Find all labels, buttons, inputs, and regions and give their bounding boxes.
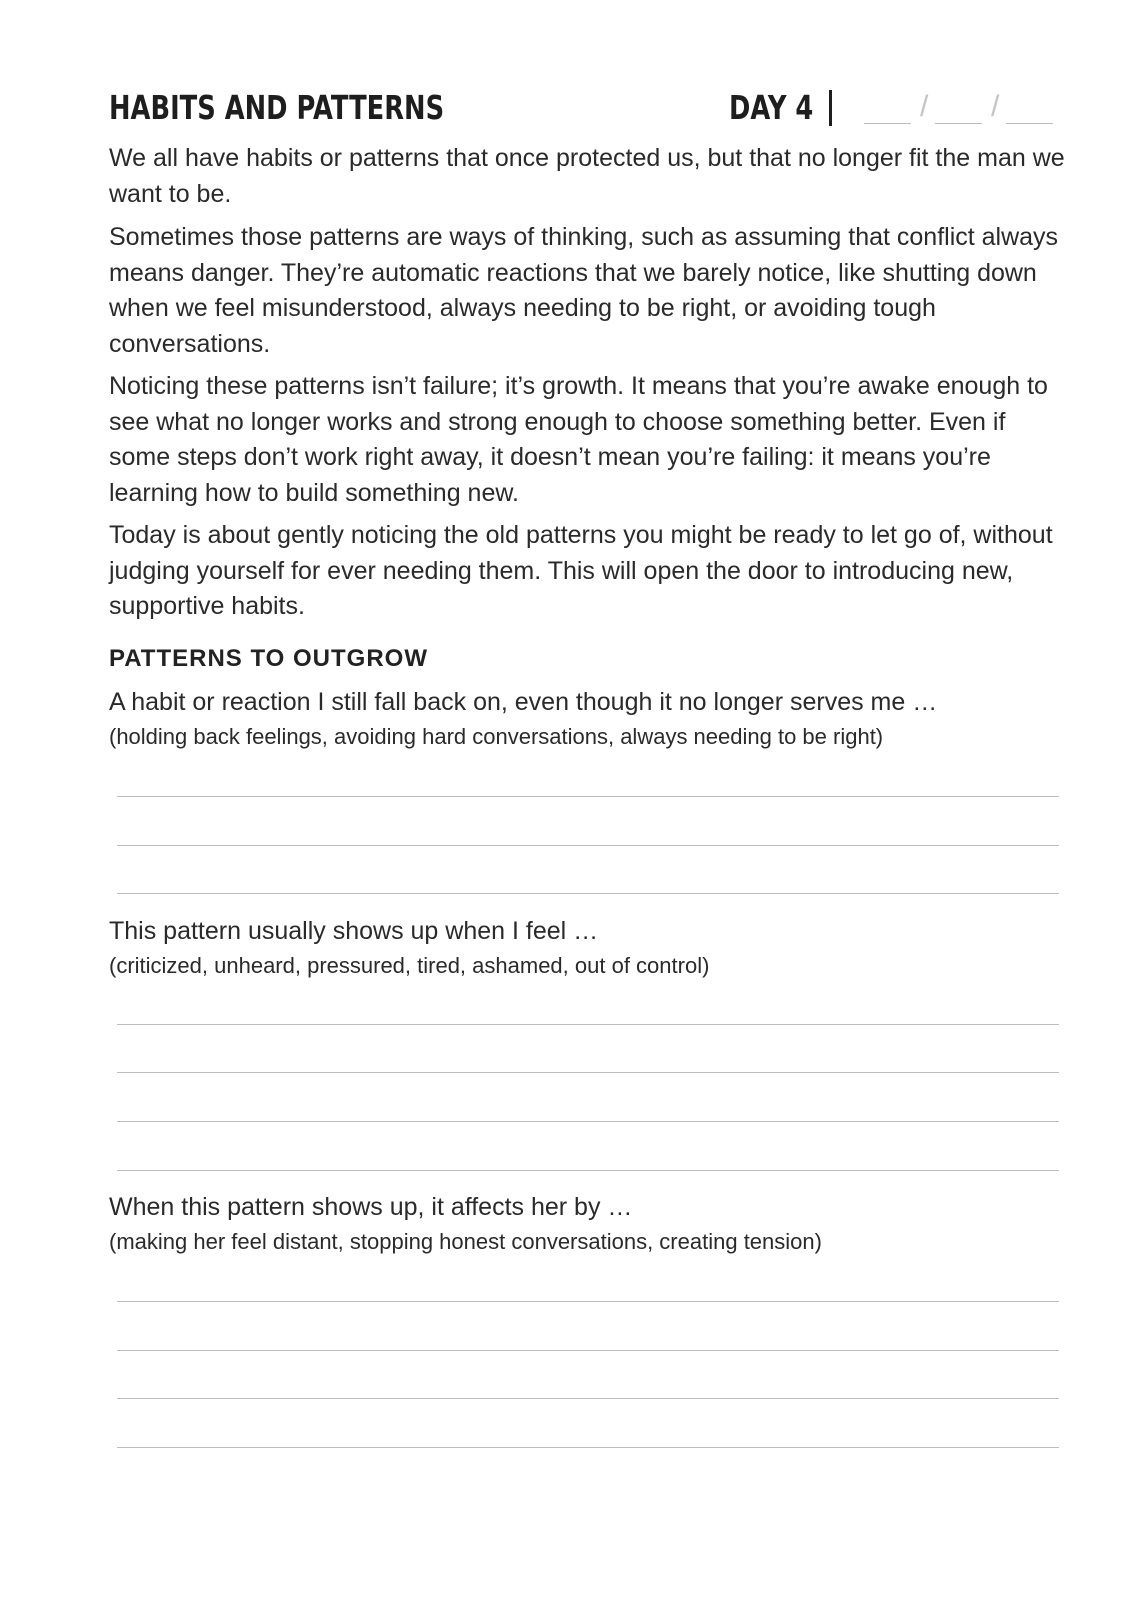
date-year-blank[interactable]: [1006, 123, 1053, 124]
date-field[interactable]: [864, 88, 1060, 128]
header-divider: [829, 90, 832, 126]
answer-line[interactable]: [117, 1398, 1059, 1399]
prompt-hint: (criticized, unheard, pressured, tired, ashamed, out of control): [109, 953, 710, 978]
answer-line[interactable]: [117, 1350, 1059, 1351]
date-separator: /: [991, 90, 1000, 123]
prompt-hint: (making her feel distant, stopping honest conversations, creating tension): [109, 1229, 822, 1254]
intro-paragraph: Noticing these patterns isn’t failure; it’s growth. It means that you’re awake enough to see what no longer works and strong enough to choose something better. Even if some steps don’t work right away, it doesn’t mean you’re failing: it means you’re learning how to build something new.: [109, 372, 1048, 507]
date-day-blank[interactable]: [935, 123, 982, 124]
answer-line[interactable]: [117, 1121, 1059, 1122]
answer-line[interactable]: [117, 1024, 1059, 1025]
journal-prompt: [109, 684, 1069, 754]
day-label: DAY 4: [729, 88, 814, 127]
answer-line[interactable]: [117, 893, 1059, 894]
intro-paragraph: Sometimes those patterns are ways of thinking, such as assuming that conflict always means danger. They’re automatic reactions that we barely notice, like shutting down when we feel misunderstood, always needing to be right, or avoiding tough conversations.: [109, 223, 1059, 358]
prompt-question: A habit or reaction I still fall back on, even though it no longer serves me …: [109, 688, 938, 716]
answer-line[interactable]: [117, 845, 1059, 846]
answer-line[interactable]: [117, 1072, 1059, 1073]
prompt-hint: (holding back feelings, avoiding hard conversations, always needing to be right): [109, 724, 884, 749]
date-separator: /: [920, 90, 929, 123]
answer-line[interactable]: [117, 796, 1059, 797]
answer-line[interactable]: [117, 1170, 1059, 1171]
page-title: HABITS AND PATTERNS: [109, 88, 445, 127]
prompt-question: When this pattern shows up, it affects her by …: [109, 1193, 633, 1221]
page-header: [109, 88, 1059, 132]
journal-prompt: [109, 1189, 1069, 1259]
intro-paragraph: We all have habits or patterns that once protected us, but that no longer fit the man we want to be.: [109, 144, 1065, 208]
intro-paragraph: Today is about gently noticing the old patterns you might be ready to let go of, without judging yourself for ever needing them. This will open the door to introducing new, supportive habits.: [109, 521, 1053, 620]
answer-line[interactable]: [117, 1447, 1059, 1448]
section-heading: PATTERNS TO OUTGROW: [109, 645, 428, 672]
answer-line[interactable]: [117, 1301, 1059, 1302]
journal-prompt: [109, 913, 1069, 983]
date-month-blank[interactable]: [864, 123, 911, 124]
prompt-question: This pattern usually shows up when I feel …: [109, 917, 599, 945]
